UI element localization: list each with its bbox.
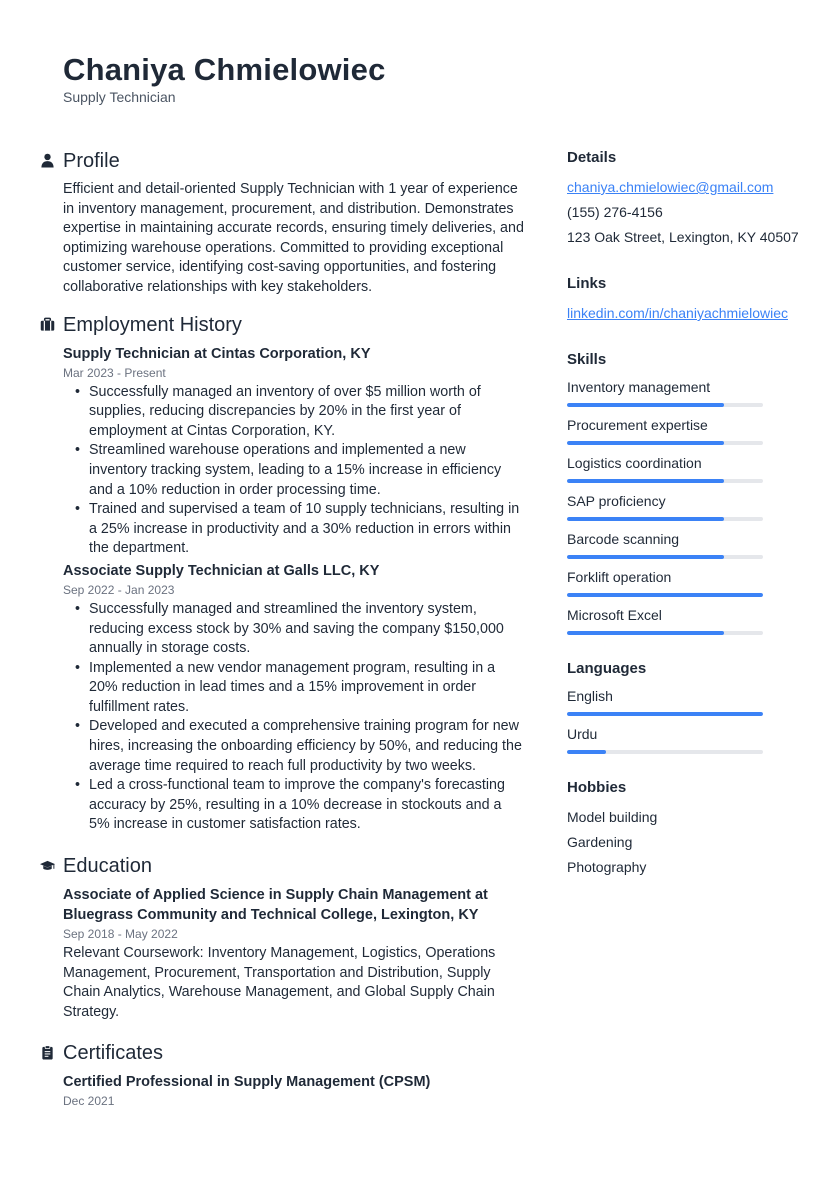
language-level-fill xyxy=(567,750,606,754)
certificate-date: Dec 2021 xyxy=(63,1094,115,1109)
skill-item xyxy=(567,377,807,407)
skills-title: Skills xyxy=(567,351,607,368)
education-description: Relevant Coursework: Inventory Management, Logistics, Operations Management, Procurement, Transportation and Distribution, Supply Chain Analytics, Warehouse Management, and Global Supply Chain Strategy. xyxy=(63,945,496,1020)
skill-level-fill xyxy=(567,403,724,407)
employment-section xyxy=(40,312,525,835)
certificate-title: Certified Professional in Supply Management (CPSM) xyxy=(63,1074,431,1091)
language-name: English xyxy=(567,688,613,704)
links-section xyxy=(567,274,807,326)
job-entry xyxy=(40,561,525,835)
skill-name: SAP proficiency xyxy=(567,493,666,509)
skill-level-fill xyxy=(567,593,763,597)
language-level-bar xyxy=(567,712,763,716)
hobbies-list xyxy=(567,805,807,880)
skill-name: Forklift operation xyxy=(567,569,672,585)
language-item xyxy=(567,686,807,716)
candidate-role: Supply Technician xyxy=(63,89,176,105)
section-title-profile xyxy=(40,148,525,174)
job-bullet: • Streamlined warehouse operations and implemented a new inventory tracking system, leading to a 15% increase in efficiency and a 10% reduction in order processing time. xyxy=(63,441,525,500)
section-title-certificates xyxy=(40,1040,525,1066)
skill-item xyxy=(567,605,807,635)
job-list xyxy=(40,344,525,835)
clipboard-icon xyxy=(40,1045,55,1060)
job-title: Supply Technician at Cintas Corporation, KY xyxy=(63,345,371,362)
job-bullet: • Led a cross-functional team to improve the company's forecasting accuracy by 25%, resulting in a 10% decrease in stockouts and a 5% increase in customer satisfaction rates. xyxy=(63,776,525,835)
main-column xyxy=(40,148,525,1124)
sidebar-column xyxy=(567,148,807,904)
skill-level-bar xyxy=(567,555,763,559)
skill-level-bar xyxy=(567,403,763,407)
phone-number: (155) 276-4156 xyxy=(567,204,663,220)
skill-level-bar xyxy=(567,593,763,597)
skills-section xyxy=(567,350,807,635)
skill-level-bar xyxy=(567,441,763,445)
job-bullet: • Successfully managed an inventory of over $5 million worth of supplies, reducing discrepancies by 20% in the first year of employment at Cintas Corporation, KY. xyxy=(63,383,525,442)
skill-name: Barcode scanning xyxy=(567,531,680,547)
languages-title: Languages xyxy=(567,660,647,677)
hobby-item: Model building xyxy=(567,809,658,825)
skill-level-fill xyxy=(567,555,724,559)
skill-item xyxy=(567,529,807,559)
hobby-item: Gardening xyxy=(567,834,633,850)
links-title: Links xyxy=(567,275,607,292)
skill-item xyxy=(567,567,807,597)
skill-name: Microsoft Excel xyxy=(567,607,662,623)
job-bullet: • Successfully managed and streamlined the inventory system, reducing excess stock by 30% and saving the company $150,000 annually in storage costs. xyxy=(63,600,525,659)
education-list xyxy=(40,885,525,1022)
hobby-item: Photography xyxy=(567,859,647,875)
section-title-text: Employment History xyxy=(63,313,242,336)
skill-name: Procurement expertise xyxy=(567,417,708,433)
section-title-education xyxy=(40,853,525,879)
languages-section xyxy=(567,659,807,754)
job-entry xyxy=(40,344,525,559)
language-level-bar xyxy=(567,750,763,754)
language-level-fill xyxy=(567,712,763,716)
graduation-cap-icon xyxy=(40,858,55,873)
section-title-text: Profile xyxy=(63,150,120,172)
job-date: Sep 2022 - Jan 2023 xyxy=(63,582,175,597)
skill-level-bar xyxy=(567,631,763,635)
job-bullet: • Implemented a new vendor management program, resulting in a 20% reduction in lead times and a 15% improvement in order fulfillment rates. xyxy=(63,659,525,718)
address: 123 Oak Street, Lexington, KY 40507 xyxy=(567,229,799,245)
job-bullets xyxy=(63,383,525,559)
skills-list xyxy=(567,377,807,635)
skill-item xyxy=(567,453,807,483)
briefcase-icon xyxy=(40,317,55,332)
skill-level-fill xyxy=(567,441,724,445)
profile-section xyxy=(40,148,525,298)
skill-name: Logistics coordination xyxy=(567,455,702,471)
profile-summary: Efficient and detail-oriented Supply Technician with 1 year of experience in inventory management, procurement, and distribution. Demonstrates expertise in maintaining accurate records, ensuring timely deliveries, and optimizing warehouse operations. Committed to providing exceptional customer service, identifying cost-saving opportunities, and fostering collaborative relationships with key stakeholders. xyxy=(63,181,524,295)
education-section xyxy=(40,853,525,1022)
section-title-text: Certificates xyxy=(63,1042,164,1065)
skill-level-bar xyxy=(567,517,763,521)
job-title: Associate Supply Technician at Galls LLC, KY xyxy=(63,562,380,579)
certificate-list xyxy=(40,1072,525,1110)
language-name: Urdu xyxy=(567,726,598,742)
section-title-employment xyxy=(40,312,525,338)
hobbies-title: Hobbies xyxy=(567,779,627,796)
job-bullet: • Developed and executed a comprehensive training program for new hires, increasing the onboarding efficiency by 50%, and reducing the average time required to reach full productivity by two weeks. xyxy=(63,717,525,776)
degree-title: Associate of Applied Science in Supply Chain Management at Bluegrass Community and Technical College, Lexington, KY xyxy=(63,887,488,924)
person-icon xyxy=(40,153,55,168)
skill-name: Inventory management xyxy=(567,379,711,395)
certificates-section xyxy=(40,1040,525,1110)
linkedin-link[interactable]: linkedin.com/in/chaniyachmielowiec xyxy=(567,305,788,321)
email-link[interactable]: chaniya.chmielowiec@gmail.com xyxy=(567,179,774,195)
education-date: Sep 2018 - May 2022 xyxy=(63,927,178,942)
skill-item xyxy=(567,491,807,521)
details-title: Details xyxy=(567,149,617,166)
skill-level-bar xyxy=(567,479,763,483)
candidate-name: Chaniya Chmielowiec xyxy=(63,52,386,87)
education-entry xyxy=(40,885,525,1022)
job-bullets xyxy=(63,600,525,835)
job-date: Mar 2023 - Present xyxy=(63,365,166,380)
skill-item xyxy=(567,415,807,445)
skill-level-fill xyxy=(567,479,724,483)
language-item xyxy=(567,724,807,754)
details-section xyxy=(567,148,807,250)
job-bullet: • Trained and supervised a team of 10 supply technicians, resulting in a 25% increase in productivity and a 30% reduction in errors within the department. xyxy=(63,500,525,559)
hobbies-section xyxy=(567,778,807,880)
certificate-entry xyxy=(40,1072,525,1110)
skill-level-fill xyxy=(567,517,724,521)
resume-header xyxy=(63,52,386,105)
section-title-text: Education xyxy=(63,855,152,878)
languages-list xyxy=(567,686,807,754)
skill-level-fill xyxy=(567,631,724,635)
